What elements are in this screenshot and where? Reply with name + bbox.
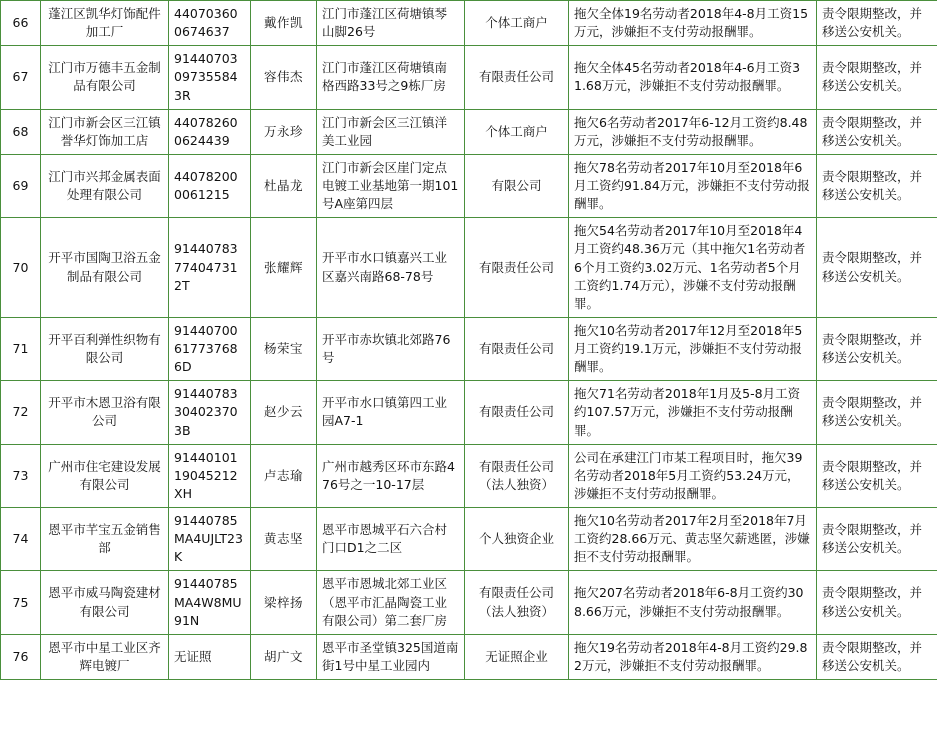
cell-result: 责令限期整改，并移送公安机关。 (817, 109, 937, 154)
cell-unit-type: 有限责任公司（法人独资） (465, 571, 569, 634)
table-row (1, 109, 937, 154)
cell-unit-type: 有限公司 (465, 154, 569, 217)
cell-legal-person: 黄志坚 (251, 508, 317, 571)
cell-unit-type: 有限责任公司 (465, 381, 569, 444)
cell-address: 恩平市恩城平石六合村门口D1之二区 (317, 508, 465, 571)
cell-credit-code: 440703600674637 (169, 1, 251, 46)
table-row (1, 46, 937, 109)
cell-legal-person: 卢志瑜 (251, 444, 317, 507)
cell-violation-fact: 拖欠207名劳动者2018年6-8月工资约308.66万元，涉嫌拒不支付劳动报酬罪。 (569, 571, 817, 634)
cell-legal-person: 容伟杰 (251, 46, 317, 109)
cell-violation-fact: 拖欠54名劳动者2017年10月至2018年4月工资约48.36万元（其中拖欠1名劳动者6个月工资约3.02万元、1名劳动者5个月工资约1.74万元），涉嫌不支付劳动报酬罪。 (569, 218, 817, 318)
cell-credit-code: 91440700617737686D (169, 317, 251, 380)
cell-unit-type: 个体工商户 (465, 109, 569, 154)
cell-violation-fact: 拖欠6名劳动者2017年6-12月工资约8.48万元，涉嫌拒不支付劳动报酬罪。 (569, 109, 817, 154)
cell-violation-fact: 拖欠71名劳动者2018年1月及5-8月工资约107.57万元，涉嫌拒不支付劳动报酬罪。 (569, 381, 817, 444)
cell-address: 江门市新会区三江镇洋美工业园 (317, 109, 465, 154)
cell-unit-type: 个人独资企业 (465, 508, 569, 571)
cell-result: 责令限期整改，并移送公安机关。 (817, 444, 937, 507)
table-row (1, 317, 937, 380)
cell-unit-name: 开平百利弹性织物有限公司 (41, 317, 169, 380)
cell-credit-code: 无证照 (169, 634, 251, 679)
cell-unit-name: 江门市万德丰五金制品有限公司 (41, 46, 169, 109)
cell-result: 责令限期整改，并移送公安机关。 (817, 508, 937, 571)
cell-index: 76 (1, 634, 41, 679)
cell-result: 责令限期整改，并移送公安机关。 (817, 218, 937, 318)
cell-result: 责令限期整改，并移送公安机关。 (817, 571, 937, 634)
cell-index: 66 (1, 1, 41, 46)
table-body (1, 1, 937, 680)
cell-legal-person: 张耀辉 (251, 218, 317, 318)
table-row (1, 444, 937, 507)
cell-result: 责令限期整改，并移送公安机关。 (817, 154, 937, 217)
cell-credit-code: 9144010119045212XH (169, 444, 251, 507)
cell-unit-type: 有限责任公司 (465, 218, 569, 318)
cell-legal-person: 万永珍 (251, 109, 317, 154)
cell-violation-fact: 拖欠10名劳动者2017年12月至2018年5月工资约19.1万元，涉嫌拒不支付劳动报酬罪。 (569, 317, 817, 380)
cell-result: 责令限期整改，并移送公安机关。 (817, 381, 937, 444)
cell-legal-person: 胡广文 (251, 634, 317, 679)
cell-legal-person: 赵少云 (251, 381, 317, 444)
cell-index: 68 (1, 109, 41, 154)
cell-unit-name: 江门市兴邦金属表面处理有限公司 (41, 154, 169, 217)
cell-unit-name: 开平市木恩卫浴有限公司 (41, 381, 169, 444)
cell-index: 67 (1, 46, 41, 109)
table-row (1, 634, 937, 679)
table-row (1, 508, 937, 571)
cell-unit-name: 开平市国陶卫浴五金制品有限公司 (41, 218, 169, 318)
cell-unit-type: 无证照企业 (465, 634, 569, 679)
cell-address: 开平市水口镇第四工业园A7-1 (317, 381, 465, 444)
cell-legal-person: 杜晶龙 (251, 154, 317, 217)
table-row (1, 381, 937, 444)
cell-unit-name: 江门市新会区三江镇誉华灯饰加工店 (41, 109, 169, 154)
cell-violation-fact: 拖欠19名劳动者2018年4-8月工资约29.82万元，涉嫌拒不支付劳动报酬罪。 (569, 634, 817, 679)
cell-violation-fact: 拖欠全体45名劳动者2018年4-6月工资31.68万元，涉嫌拒不支付劳动报酬罪。 (569, 46, 817, 109)
cell-unit-type: 有限责任公司 (465, 317, 569, 380)
cell-violation-fact: 拖欠全体19名劳动者2018年4-8月工资15万元，涉嫌拒不支付劳动报酬罪。 (569, 1, 817, 46)
cell-credit-code: 91440783774047312T (169, 218, 251, 318)
table-row (1, 571, 937, 634)
cell-violation-fact: 拖欠78名劳动者2017年10月至2018年6月工资约91.84万元，涉嫌拒不支付劳动报酬罪。 (569, 154, 817, 217)
cell-address: 开平市赤坎镇北郊路76号 (317, 317, 465, 380)
cell-credit-code: 91440785MA4UJLT23K (169, 508, 251, 571)
cell-violation-fact: 公司在承建江门市某工程项目时，拖欠39名劳动者2018年5月工资约53.24万元，涉嫌拒不支付劳动报酬罪。 (569, 444, 817, 507)
table-row (1, 154, 937, 217)
cell-credit-code: 440782000061215 (169, 154, 251, 217)
cell-unit-name: 广州市住宅建设发展有限公司 (41, 444, 169, 507)
cell-address: 广州市越秀区环市东路476号之一10-17层 (317, 444, 465, 507)
cell-unit-type: 有限责任公司（法人独资） (465, 444, 569, 507)
cell-address: 江门市新会区崖门定点电镀工业基地第一期101号A座第四层 (317, 154, 465, 217)
cell-address: 恩平市恩城北郊工业区（恩平市汇晶陶瓷工业有限公司）第二套厂房 (317, 571, 465, 634)
table-row (1, 1, 937, 46)
cell-legal-person: 戴作凯 (251, 1, 317, 46)
cell-index: 69 (1, 154, 41, 217)
table-row (1, 218, 937, 318)
cell-unit-name: 恩平市中星工业区齐辉电镀厂 (41, 634, 169, 679)
cell-result: 责令限期整改，并移送公安机关。 (817, 317, 937, 380)
cell-unit-name: 蓬江区凯华灯饰配件加工厂 (41, 1, 169, 46)
cell-address: 江门市蓬江区荷塘镇南格西路33号之9栋厂房 (317, 46, 465, 109)
cell-credit-code: 91440703097355843R (169, 46, 251, 109)
cell-unit-name: 恩平市芊宝五金销售部 (41, 508, 169, 571)
cell-violation-fact: 拖欠10名劳动者2017年2月至2018年7月工资约28.66万元、黄志坚欠薪逃匿，涉嫌拒不支付劳动报酬罪。 (569, 508, 817, 571)
cell-legal-person: 梁梓扬 (251, 571, 317, 634)
cell-index: 74 (1, 508, 41, 571)
cell-unit-type: 个体工商户 (465, 1, 569, 46)
cell-index: 72 (1, 381, 41, 444)
cell-index: 73 (1, 444, 41, 507)
cell-legal-person: 杨荣宝 (251, 317, 317, 380)
cell-index: 75 (1, 571, 41, 634)
cell-result: 责令限期整改，并移送公安机关。 (817, 1, 937, 46)
cell-result: 责令限期整改，并移送公安机关。 (817, 634, 937, 679)
cell-unit-type: 有限责任公司 (465, 46, 569, 109)
cell-credit-code: 440782600624439 (169, 109, 251, 154)
cell-unit-name: 恩平市威马陶瓷建材有限公司 (41, 571, 169, 634)
cell-address: 开平市水口镇嘉兴工业区嘉兴南路68-78号 (317, 218, 465, 318)
cell-index: 70 (1, 218, 41, 318)
cell-credit-code: 91440785MA4W8MU91N (169, 571, 251, 634)
cell-address: 江门市蓬江区荷塘镇琴山脚26号 (317, 1, 465, 46)
cell-index: 71 (1, 317, 41, 380)
cell-result: 责令限期整改，并移送公安机关。 (817, 46, 937, 109)
cell-credit-code: 91440783304023703B (169, 381, 251, 444)
cell-address: 恩平市圣堂镇325国道南街1号中星工业园内 (317, 634, 465, 679)
